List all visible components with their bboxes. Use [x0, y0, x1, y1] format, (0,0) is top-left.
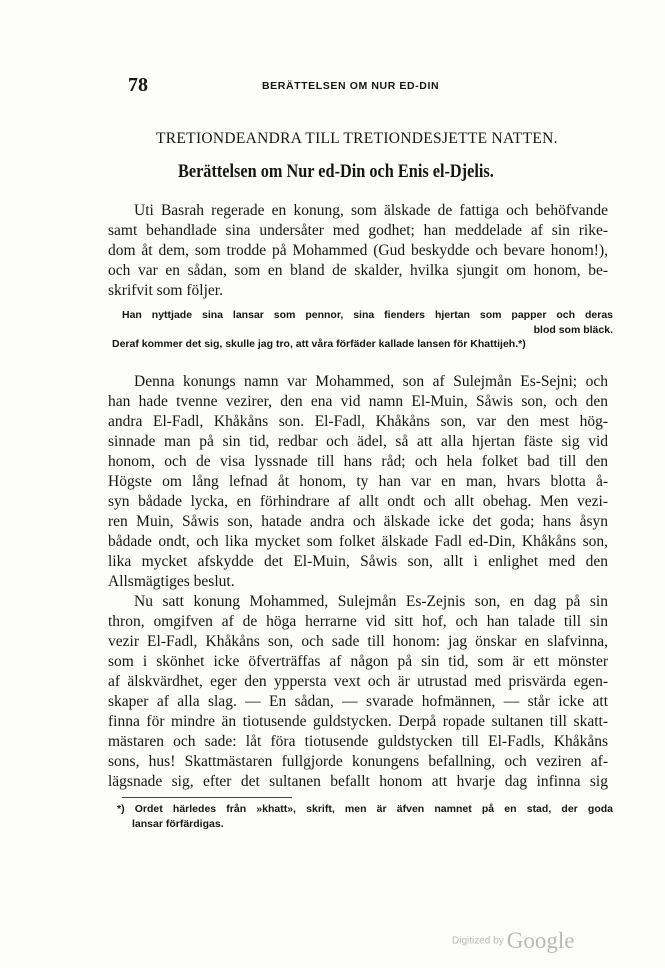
text-line: skaper af alla slag. — En sådan, — svarade hofmännen, — står icke att: [108, 693, 608, 710]
poem-line: Deraf kommer det sig, skulle jag tro, att våra förfäder kallade lansen för Khattijeh.*): [112, 338, 526, 350]
text-line: finna för mindre än tiotusende guldstycken. Derpå ropade sultanen till skatt-: [108, 713, 608, 730]
text-line: Nu satt konung Mohammed, Sulejmån Es-Zejnis son, en dag på sin: [134, 593, 608, 610]
page-number: 78: [128, 74, 148, 96]
text-line: som i skönhet icke öfverträffas af någon på sin tid, som är ett mönster: [108, 653, 608, 670]
paragraph-1: [108, 201, 608, 301]
text-line: mästaren och sade: låt föra tiotusende guldstycken till El-Fadls, Khåkåns: [108, 733, 608, 750]
text-line: sinnade man på sin tid, redbar och ädel, så att alla hjertan fäste sig vid: [108, 433, 608, 450]
text-line: sons, hus! Skattmästaren fullgjorde konungens befallning, och veziren af-: [108, 753, 608, 770]
text-line: andra El-Fadl, Khåkåns son. El-Fadl, Khåkåns son, var den mest hög-: [108, 413, 608, 430]
text-line: lägsnade sig, efter det sultanen befallt honom att hvarje dag infinna sig: [108, 773, 608, 790]
watermark-prefix: Digitized by: [452, 935, 504, 947]
text-line: och var en sådan, som en bland de skalder, hvilka sjungit om honom, be-: [108, 262, 608, 279]
footnote: [117, 802, 613, 832]
footnote-line: *) Ordet härledes från »khatt», skrift, men är äfven namnet på en stad, der goda: [117, 803, 613, 815]
text-line: lika mycket afskydde det El-Muin, Såwis son, allt i enlighet med den: [108, 553, 608, 570]
text-line: Denna konungs namn var Mohammed, son af Sulejmån Es-Sejni; och: [134, 373, 608, 390]
google-logo: Google: [506, 928, 575, 953]
poem-line: blod som bläck.: [533, 323, 613, 336]
story-title: Berättelsen om Nur ed-Din och Enis el-Djelis.: [178, 162, 494, 182]
text-line: samt behandlade sina undersåter med godhet; han meddelade af sin rike-: [108, 222, 608, 239]
text-line: dom åt dem, som trodde på Mohammed (Gud beskydde och bevare honom!),: [108, 242, 608, 259]
text-line: thron, omgifven af de höga herrarne vid sitt hof, och han talade till sin: [108, 613, 608, 630]
night-title: TRETIONDEANDRA TILL TRETIONDESJETTE NATTEN.: [156, 130, 558, 147]
text-line: syn bådade lycka, en förhindrare af allt ondt och allt obehag. Men vezi-: [108, 493, 608, 510]
poem-verse: [108, 308, 613, 352]
text-line: ren Muin, Såwis son, hatade andra och älskade icke det goda; hans åsyn: [108, 513, 608, 530]
footnote-line: lansar förfärdigas.: [132, 818, 224, 830]
text-line: Uti Basrah regerade en konung, som älskade de fattiga och behöfvande: [134, 202, 608, 219]
text-line: bådade ondt, och lika mycket som folket älskade Fadl ed-Din, Khåkåns son,: [108, 533, 608, 550]
text-line: af älskvärdhet, eger den yppersta vext och är utrustad med prisvärda egen-: [108, 673, 608, 690]
running-head: BERÄTTELSEN OM NUR ED-DIN: [262, 80, 440, 92]
text-line: vezir El-Fadl, Khåkåns son, och sade till honom: jag önskar en slafvinna,: [108, 633, 608, 650]
text-line: han hade tvenne vezirer, den ena vid namn El-Muin, Såwis son, och den: [108, 393, 608, 410]
footnote-divider: [122, 797, 292, 798]
paragraph-3: [108, 592, 608, 792]
text-line: skrifvit som följer.: [108, 282, 223, 299]
digitized-watermark: [452, 928, 574, 954]
text-line: honom, och de visa lyssnade till hans råd; och hela folket bad till den: [108, 453, 608, 470]
text-line: Allsmägtiges beslut.: [108, 573, 235, 590]
text-line: Högste om lång lefnad åt honom, ty han var en man, hvars blotta å-: [108, 473, 608, 490]
paragraph-2: [108, 372, 608, 592]
poem-line: Han nyttjade sina lansar som pennor, sina fienders hjertan som papper och deras: [122, 309, 613, 321]
